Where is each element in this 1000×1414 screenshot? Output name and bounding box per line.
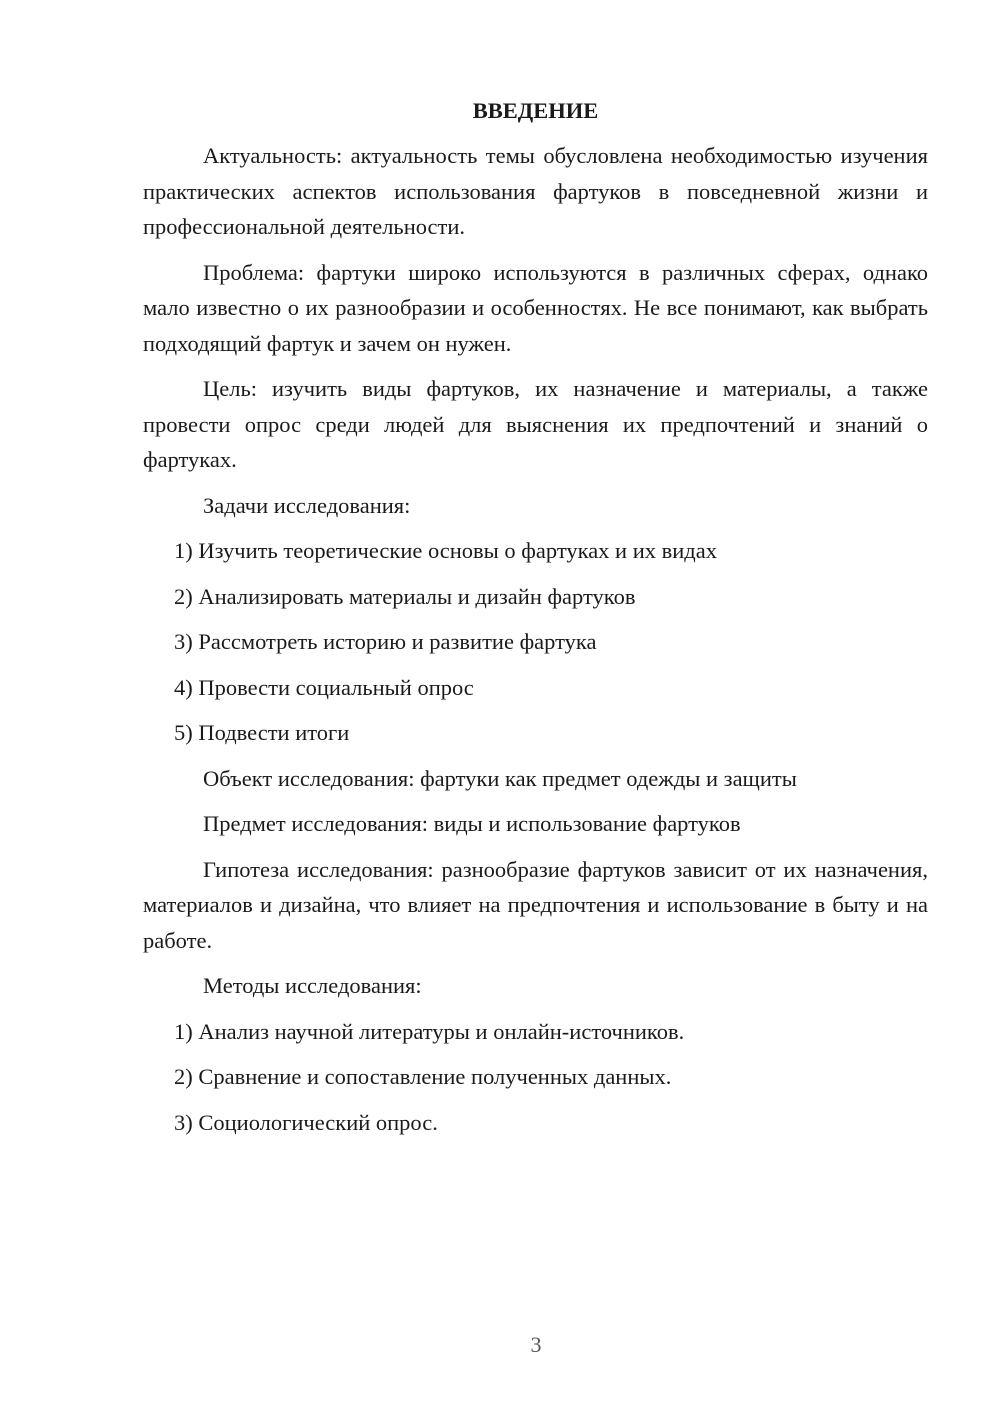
page-number: 3 — [530, 1332, 542, 1357]
task-item: 4) Провести социальный опрос — [174, 674, 474, 700]
method-item: 1) Анализ научной литературы и онлайн-источников. — [174, 1018, 685, 1044]
tasks-heading: Задачи исследования: — [203, 492, 411, 518]
problem-paragraph: Проблема: фартуки широко используются в различных сферах, однако мало известно о их разнообразии и особенностях. Не все понимают, как выбрать подходящий фартук и зачем он нужен. — [143, 259, 928, 356]
section-title: ВВЕДЕНИЕ — [472, 98, 599, 123]
relevance-paragraph: Актуальность: актуальность темы обусловлена необходимостью изучения практических аспектов использования фартуков в повседневной жизни и профессиональной деятельности. — [143, 143, 928, 239]
method-item: 3) Социологический опрос. — [174, 1109, 438, 1135]
research-subject: Предмет исследования: виды и использование фартуков — [203, 811, 741, 836]
research-object: Объект исследования: фартуки как предмет одежды и защиты — [203, 765, 797, 791]
task-item: 3) Рассмотреть историю и развитие фартука — [174, 629, 597, 654]
task-item: 2) Анализировать материалы и дизайн фартуков — [174, 583, 636, 609]
method-item: 2) Сравнение и сопоставление полученных данных. — [174, 1064, 672, 1089]
methods-heading: Методы исследования: — [203, 973, 422, 998]
hypothesis-paragraph: Гипотеза исследования: разнообразие фартуков зависит от их назначения, материалов и дизайна, что влияет на предпочтения и использование в быту и на работе. — [143, 856, 928, 953]
goal-paragraph: Цель: изучить виды фартуков, их назначение и материалы, а также провести опрос среди людей для выяснения их предпочтений и знаний о фартуках. — [143, 376, 928, 472]
task-item: 1) Изучить теоретические основы о фартуках и их видах — [174, 538, 717, 563]
task-item: 5) Подвести итоги — [174, 720, 350, 745]
page-content — [143, 96, 928, 1150]
